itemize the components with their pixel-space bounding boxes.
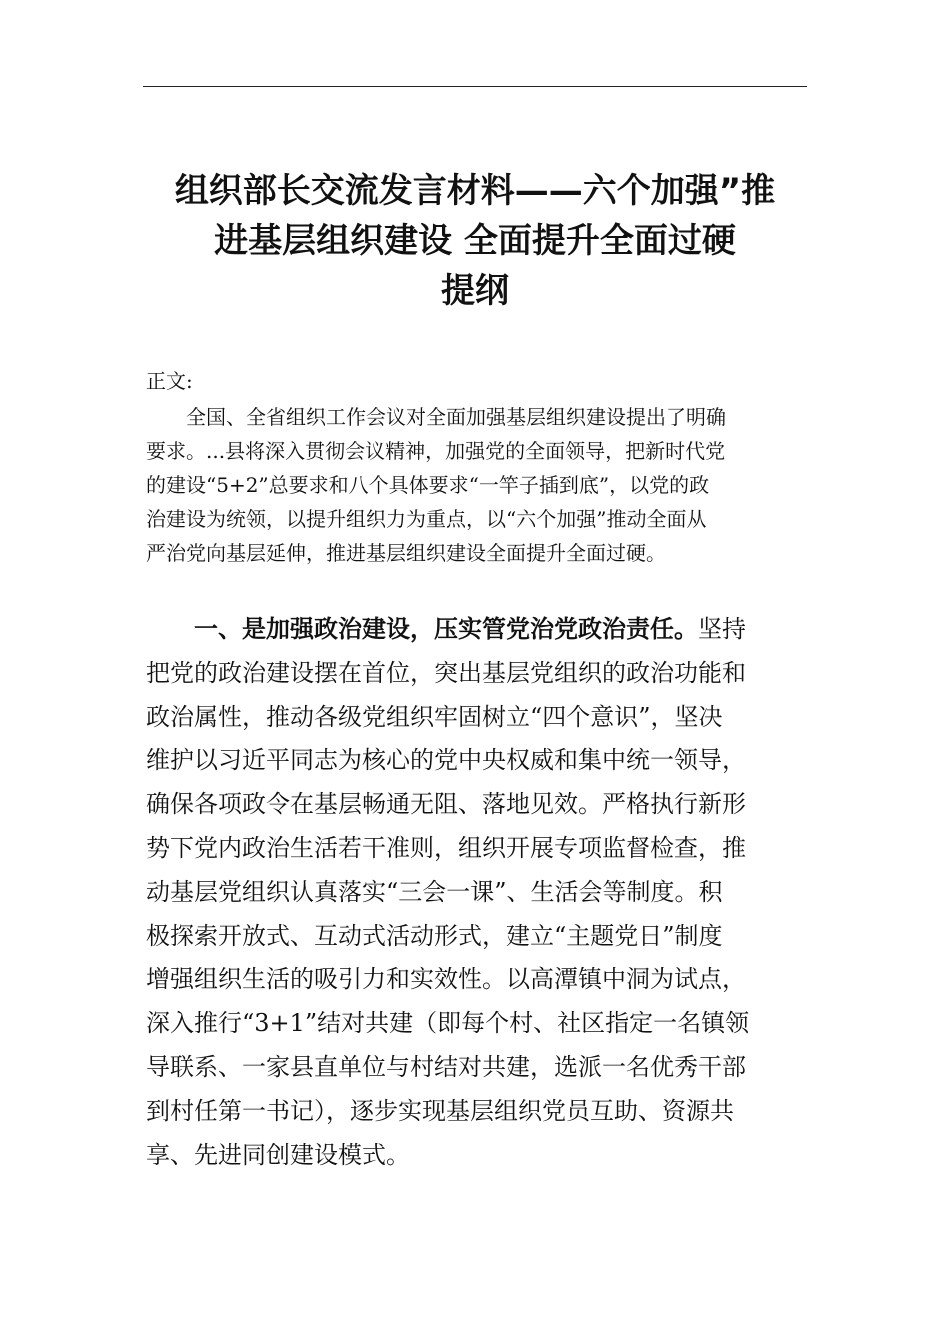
section-1-line: 极探索开放式、互动式活动形式，建立“主题党日”制度 (146, 921, 723, 950)
intro-line: 要求。...县将深入贯彻会议精神，加强党的全面领导，把新时代党 (146, 439, 726, 463)
section-1-line: 享、先进同创建设模式。 (146, 1140, 410, 1169)
section-1-line: 政治属性，推动各级党组织牢固树立“四个意识”，坚决 (146, 702, 723, 731)
section-1-line: 维护以习近平同志为核心的党中央权威和集中统一领导， (146, 746, 746, 775)
intro-paragraph (146, 400, 806, 570)
intro-line: 治建设为统领，以提升组织力为重点，以“六个加强”推动全面从 (146, 507, 707, 531)
section-1-paragraph (146, 608, 808, 1177)
section-1-first-line (146, 608, 808, 652)
section-1-line: 势下党内政治生活若干准则，组织开展专项监督检查，推 (146, 833, 746, 862)
section-1-line: 动基层党组织认真落实“三会一课”、生活会等制度。积 (146, 877, 723, 906)
section-1-line: 到村任第一书记），逐步实现基层组织党员互助、资源共 (146, 1096, 734, 1125)
section-1-line: 确保各项政令在基层畅通无阻、落地见效。严格执行新形 (146, 790, 746, 819)
intro-line: 严治党向基层延伸，推进基层组织建设全面提升全面过硬。 (146, 541, 666, 565)
section-1-line: 把党的政治建设摆在首位，突出基层党组织的政治功能和 (146, 658, 746, 687)
title-line-3: 提纲 (441, 271, 509, 311)
section-1-line: 深入推行“3+1”结对共建（即每个村、社区指定一名镇领 (146, 1009, 750, 1038)
title-line-1: 组织部长交流发言材料——六个加强”推 (174, 171, 776, 211)
section-1-line: 导联系、一家县直单位与村结对共建，选派一名优秀干部 (146, 1052, 746, 1081)
title-line-2: 进基层组织建设 全面提升全面过硬 (214, 221, 736, 261)
header-rule (143, 86, 807, 87)
document-title (143, 166, 807, 316)
body-label: 正文: (146, 369, 193, 393)
section-1-first-line-rest: 坚持 (698, 615, 746, 643)
intro-line: 的建设“5+2”总要求和八个具体要求“一竿子插到底”，以党的政 (146, 473, 710, 497)
section-1-line: 增强组织生活的吸引力和实效性。以高潭镇中洞为试点， (146, 965, 746, 994)
intro-line: 全国、全省组织工作会议对全面加强基层组织建设提出了明确 (186, 405, 726, 429)
section-1-heading: 一、是加强政治建设，压实管党治党政治责任。 (194, 615, 698, 643)
